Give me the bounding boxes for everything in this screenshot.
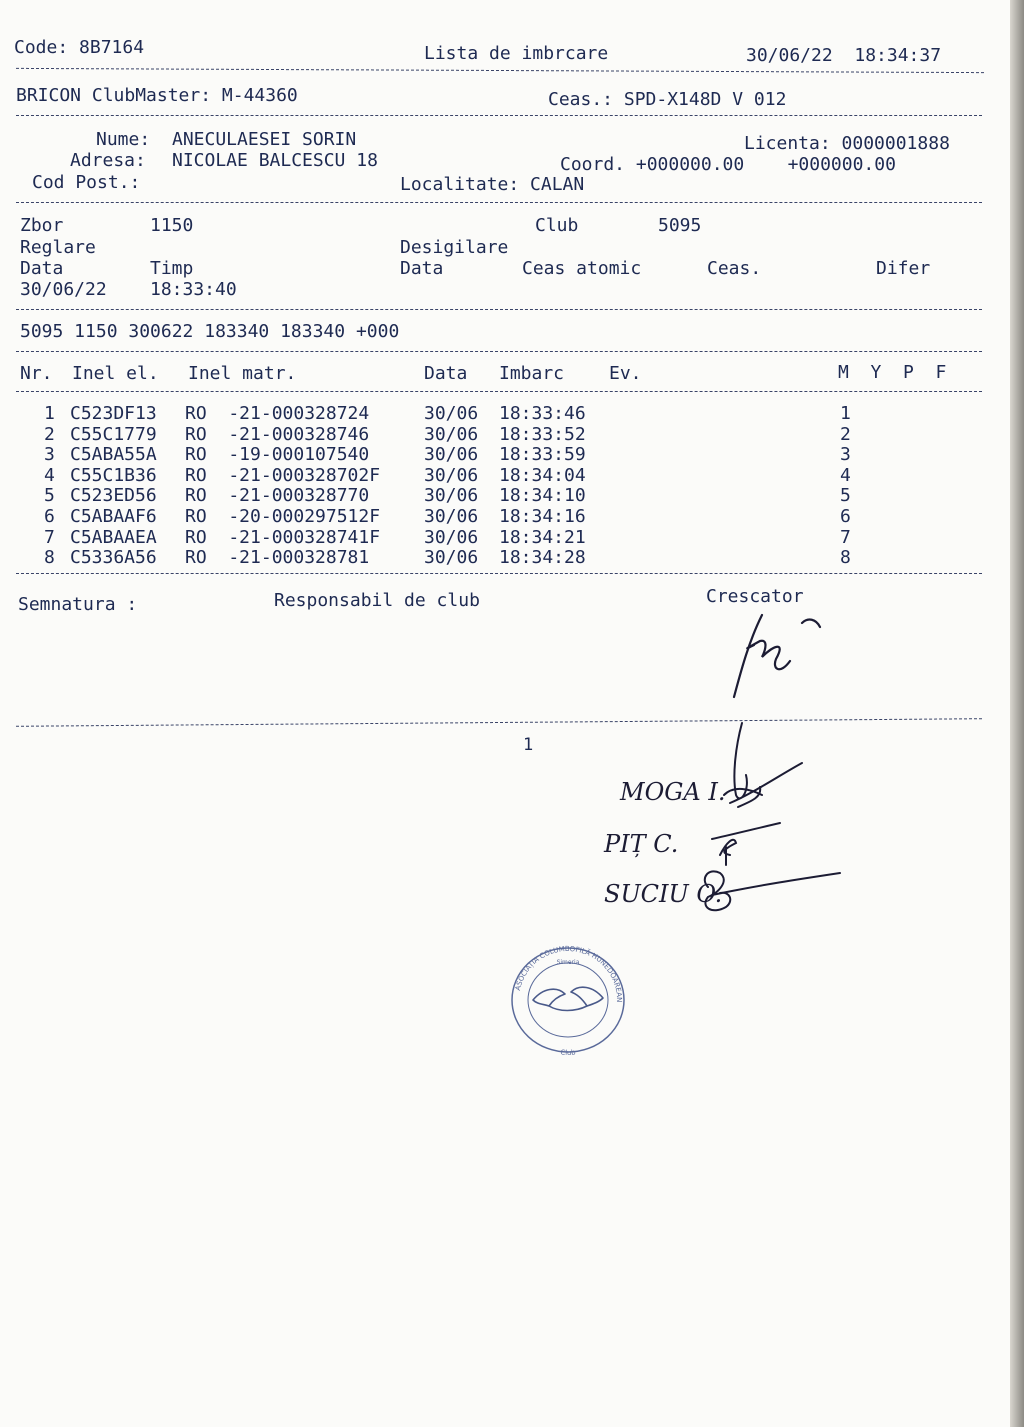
license-number: Licenta: 0000001888 xyxy=(744,133,950,154)
coordinates: Coord. +000000.00 +000000.00 xyxy=(560,154,896,175)
stamp-text-inner: Simeria xyxy=(556,959,580,966)
name-label: Nume: xyxy=(96,129,151,150)
row-number: 8 xyxy=(44,547,55,569)
clock-label: Ceas. xyxy=(707,258,762,279)
row-number: 3 xyxy=(44,444,55,466)
registration-ring: RO -19-000107540 xyxy=(185,444,381,466)
electronic-ring: C5ABAAF6 xyxy=(70,506,157,527)
club-responsible-label: Responsabil de club xyxy=(274,590,480,611)
basket-date: 30/06 xyxy=(424,403,479,424)
document-datetime: 30/06/22 18:34:37 xyxy=(746,45,942,66)
m-value: 5 xyxy=(840,485,851,507)
summary-line: 5095 1150 300622 183340 183340 +000 xyxy=(20,321,400,342)
m-value: 4 xyxy=(840,464,851,486)
flight-number: 1150 xyxy=(150,215,194,236)
row-number: 4 xyxy=(44,464,55,486)
basket-date: 30/06 xyxy=(424,444,479,466)
stamp-text-bottom: Club xyxy=(559,1048,577,1058)
handwritten-name-2: PIȚ C. xyxy=(604,830,679,858)
clock-model: Ceas.: SPD-X148D V 012 xyxy=(548,89,787,110)
club-number: 5095 xyxy=(658,215,702,236)
col-event: Ev. xyxy=(609,363,642,384)
basket-time: 18:34:04 xyxy=(499,464,586,486)
m-value: 3 xyxy=(840,444,851,466)
m-value: 2 xyxy=(840,423,851,445)
col-basketing: Imbarc xyxy=(499,363,565,384)
handwritten-name-1: MOGA I. xyxy=(620,778,726,806)
club-label: Club xyxy=(535,215,579,236)
locality: Localitate: CALAN xyxy=(400,174,585,195)
row-number: 1 xyxy=(44,403,55,424)
registration-ring: RO -21-000328746 xyxy=(185,423,381,445)
basket-time: 18:34:16 xyxy=(499,506,586,527)
divider xyxy=(16,573,982,574)
col-date: Data xyxy=(424,363,468,384)
setting-time: 18:33:40 xyxy=(150,279,237,300)
stamp-text-top: ASOCIAȚIA COLUMBOFILĂ HUNEDOAREAN xyxy=(513,944,624,1003)
basket-time: 18:33:52 xyxy=(499,423,586,445)
club-stamp xyxy=(505,942,631,1058)
row-number: 6 xyxy=(44,506,55,527)
divider xyxy=(16,202,982,203)
time-label: Timp xyxy=(150,258,194,279)
col-flags: M Y P F xyxy=(838,362,947,383)
date-label: Data xyxy=(20,258,64,279)
breeder-label: Crescator xyxy=(706,586,804,607)
basket-time: 18:34:21 xyxy=(499,526,586,548)
committee-signatures xyxy=(690,715,860,925)
m-value: 7 xyxy=(840,526,851,548)
electronic-ring: C523ED56 xyxy=(70,485,157,507)
basket-time: 18:34:10 xyxy=(499,485,586,507)
basket-date: 30/06 xyxy=(424,526,479,548)
basket-date: 30/06 xyxy=(424,485,479,507)
address-label: Adresa: xyxy=(70,150,146,171)
row-number: 7 xyxy=(44,526,55,548)
registration-ring: RO -21-000328770 xyxy=(185,485,381,507)
col-electronic-ring: Inel el. xyxy=(72,363,159,384)
basket-date: 30/06 xyxy=(424,547,479,569)
col-registration-ring: Inel matr. xyxy=(188,363,297,384)
handwritten-name-3: SUCIU O. xyxy=(604,880,723,908)
row-number: 5 xyxy=(44,485,55,507)
breeder-signature xyxy=(720,605,840,705)
m-value: 1 xyxy=(840,403,851,424)
setting-label: Reglare xyxy=(20,237,96,258)
registration-ring: RO -21-000328724 xyxy=(185,403,381,424)
document-code: Code: 8B7164 xyxy=(14,37,145,58)
basket-date: 30/06 xyxy=(424,423,479,445)
difference-label: Difer xyxy=(876,258,931,279)
owner-name: ANECULAESEI SORIN xyxy=(172,129,357,150)
basket-time: 18:33:59 xyxy=(499,444,586,466)
registration-ring: RO -20-000297512F xyxy=(185,506,381,527)
atomic-clock-label: Ceas atomic xyxy=(522,258,642,279)
registration-ring: RO -21-000328741F xyxy=(185,526,381,548)
basket-date: 30/06 xyxy=(424,506,479,527)
unsealing-label: Desigilare xyxy=(400,237,509,258)
electronic-ring: C55C1B36 xyxy=(70,464,157,486)
electronic-ring: C523DF13 xyxy=(70,403,157,424)
flight-label: Zbor xyxy=(20,215,64,236)
signature-label: Semnatura : xyxy=(18,594,138,615)
basket-date: 30/06 xyxy=(424,464,479,486)
setting-date: 30/06/22 xyxy=(20,279,107,300)
registration-ring: RO -21-000328702F xyxy=(185,464,381,486)
row-number: 2 xyxy=(44,423,55,445)
svg-text:ASOCIAȚIA COLUMBOFILĂ HUNEDOAR xyxy=(514,945,623,1002)
divider xyxy=(16,351,982,352)
owner-address: NICOLAE BALCESCU 18 xyxy=(172,150,378,171)
document-title: Lista de imbrcare xyxy=(424,43,609,64)
paper-edge-shadow xyxy=(1010,0,1024,1427)
postal-code-label: Cod Post.: xyxy=(32,172,141,193)
col-nr: Nr. xyxy=(20,363,53,384)
divider xyxy=(16,391,982,392)
electronic-ring: C5336A56 xyxy=(70,547,157,569)
page-number: 1 xyxy=(523,735,534,755)
registration-ring: RO -21-000328781 xyxy=(185,547,381,569)
m-value: 6 xyxy=(840,506,851,527)
date-label-2: Data xyxy=(400,258,444,279)
system-name: BRICON ClubMaster: M-44360 xyxy=(16,85,298,106)
divider xyxy=(16,115,982,116)
electronic-ring: C5ABA55A xyxy=(70,444,157,466)
svg-text:Club xyxy=(560,1048,577,1057)
basket-time: 18:33:46 xyxy=(499,403,586,424)
divider xyxy=(16,309,982,310)
electronic-ring: C55C1779 xyxy=(70,423,157,445)
m-value: 8 xyxy=(840,547,851,569)
electronic-ring: C5ABAAEA xyxy=(70,526,157,548)
basket-time: 18:34:28 xyxy=(499,547,586,569)
